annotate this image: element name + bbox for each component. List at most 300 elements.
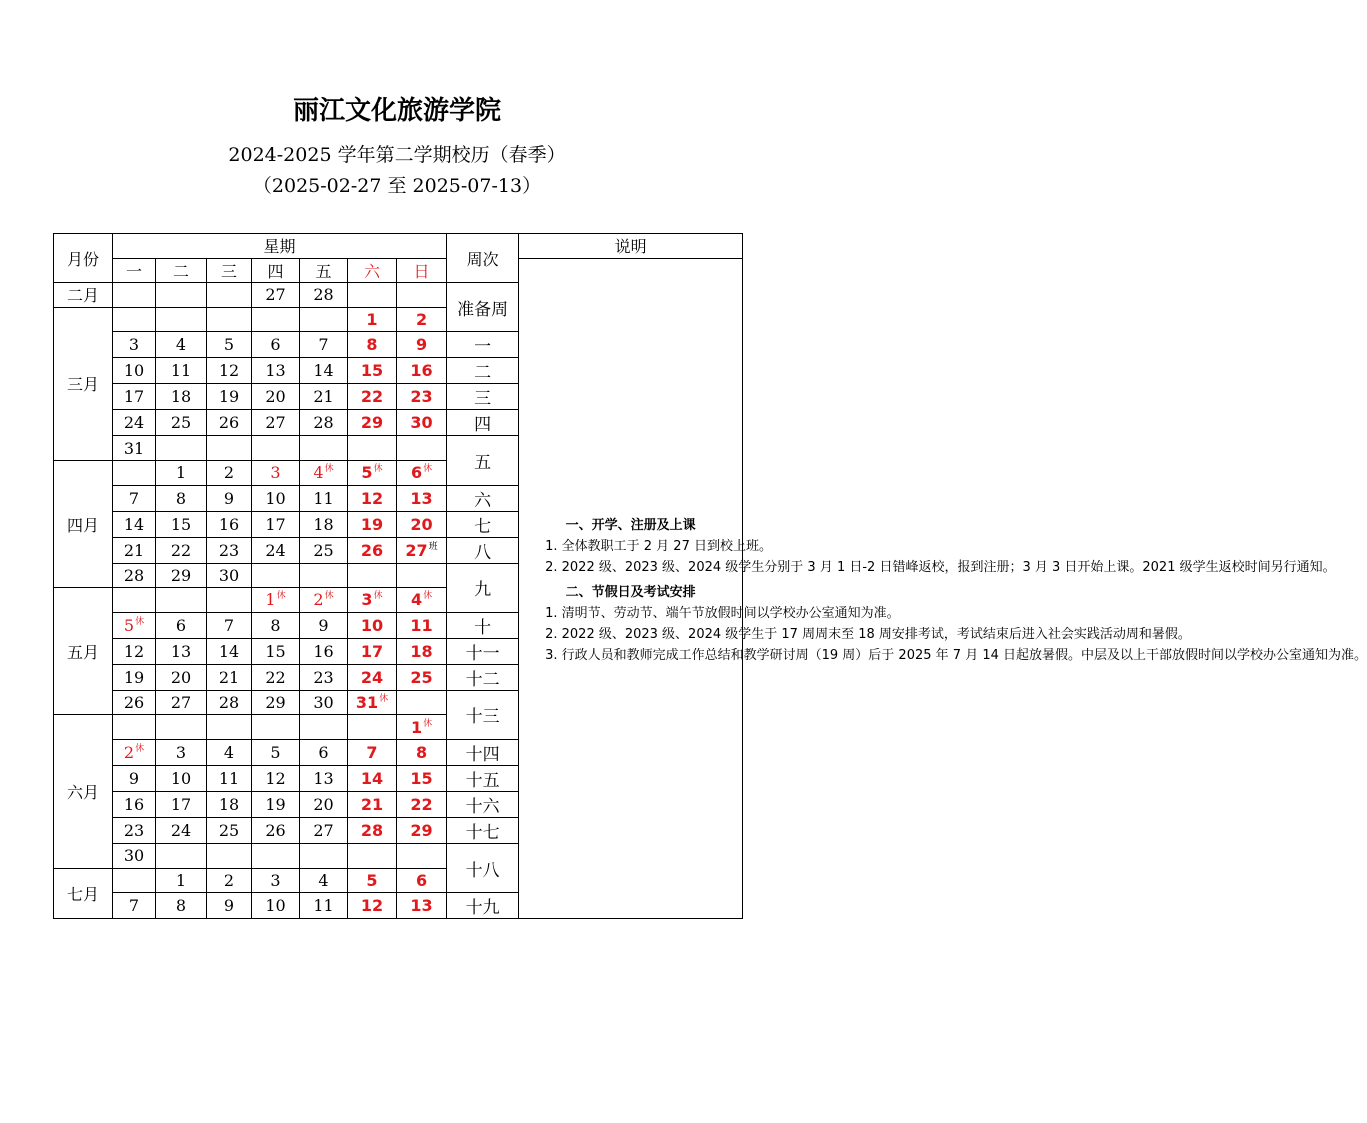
day-cell bbox=[252, 332, 300, 358]
day-cell bbox=[113, 638, 156, 664]
day-number: 4 bbox=[318, 870, 329, 890]
day-number: 26 bbox=[360, 540, 384, 560]
day-number: 14 bbox=[313, 361, 334, 381]
day-number: 24 bbox=[170, 820, 192, 840]
day-number: 25 bbox=[170, 413, 192, 433]
day-number: 30 bbox=[313, 693, 334, 713]
day-number: 25 bbox=[218, 820, 240, 840]
day-number: 9 bbox=[128, 768, 140, 788]
day-cell bbox=[397, 817, 447, 843]
weekday-fri: 五 bbox=[300, 258, 348, 283]
day-cell bbox=[252, 588, 300, 613]
week-label: 十八 bbox=[447, 843, 519, 892]
day-number: 19 bbox=[218, 387, 240, 407]
week-label: 六 bbox=[447, 485, 519, 511]
day-cell bbox=[348, 739, 397, 765]
day-number: 28 bbox=[313, 413, 334, 433]
day-cell bbox=[156, 307, 207, 332]
day-number: 24 bbox=[265, 540, 286, 560]
day-number: 15 bbox=[265, 641, 286, 661]
school-calendar-table bbox=[53, 233, 1367, 919]
day-cell bbox=[252, 638, 300, 664]
day-cell bbox=[207, 739, 252, 765]
day-number: 24 bbox=[123, 413, 145, 433]
day-cell bbox=[397, 384, 447, 410]
day-cell bbox=[207, 817, 252, 843]
week-label: 准备周 bbox=[447, 283, 519, 332]
day-cell bbox=[113, 410, 156, 436]
holiday-rest-tag: 休 bbox=[379, 694, 389, 705]
day-cell bbox=[207, 410, 252, 436]
day-number: 27 bbox=[265, 285, 286, 305]
day-cell bbox=[207, 664, 252, 690]
notes-paragraph: 2. 2022 级、2023 级、2024 级学生于 17 周周末至 18 周安排考试，考试结束后进入社会实践活动周和暑假。 bbox=[545, 626, 1191, 642]
day-cell bbox=[348, 563, 397, 588]
day-number: 7 bbox=[366, 742, 378, 762]
day-number: 12 bbox=[218, 361, 240, 381]
day-cell bbox=[207, 436, 252, 461]
day-number: 4 bbox=[410, 590, 423, 610]
day-cell bbox=[252, 893, 300, 919]
day-cell bbox=[207, 511, 252, 537]
day-number: 1 bbox=[410, 717, 423, 737]
day-cell bbox=[252, 511, 300, 537]
day-number: 1 bbox=[175, 870, 187, 890]
day-cell bbox=[300, 739, 348, 765]
day-cell bbox=[300, 332, 348, 358]
day-cell bbox=[397, 436, 447, 461]
day-cell bbox=[300, 537, 348, 563]
day-cell bbox=[397, 332, 447, 358]
day-number: 22 bbox=[265, 667, 286, 687]
day-number: 3 bbox=[128, 335, 140, 355]
day-cell bbox=[348, 715, 397, 740]
day-number: 28 bbox=[313, 285, 334, 305]
day-number: 19 bbox=[360, 514, 384, 534]
day-cell bbox=[252, 765, 300, 791]
day-cell bbox=[348, 410, 397, 436]
day-cell bbox=[113, 739, 156, 765]
week-label: 九 bbox=[447, 563, 519, 612]
day-cell bbox=[113, 893, 156, 919]
day-number: 2 bbox=[223, 870, 235, 890]
day-number: 6 bbox=[175, 615, 187, 635]
day-number: 30 bbox=[123, 846, 145, 866]
day-cell bbox=[207, 690, 252, 715]
day-cell bbox=[300, 791, 348, 817]
day-cell bbox=[252, 690, 300, 715]
day-cell bbox=[397, 612, 447, 638]
week-label: 一 bbox=[447, 332, 519, 358]
day-number: 13 bbox=[170, 641, 192, 661]
day-number: 4 bbox=[223, 742, 235, 762]
day-cell bbox=[207, 843, 252, 868]
day-number: 12 bbox=[265, 768, 286, 788]
day-number: 31 bbox=[123, 438, 145, 458]
day-number: 6 bbox=[318, 742, 329, 762]
day-cell bbox=[397, 307, 447, 332]
day-cell bbox=[113, 765, 156, 791]
day-cell bbox=[156, 384, 207, 410]
header-month: 月份 bbox=[54, 234, 113, 283]
day-cell bbox=[252, 612, 300, 638]
month-label: 七月 bbox=[54, 868, 113, 919]
day-cell bbox=[397, 868, 447, 893]
day-number: 3 bbox=[175, 742, 187, 762]
day-number: 18 bbox=[313, 514, 334, 534]
day-cell bbox=[156, 283, 207, 308]
day-cell bbox=[207, 893, 252, 919]
header-weekday: 星期 bbox=[113, 234, 447, 259]
day-number: 17 bbox=[360, 641, 384, 661]
day-cell bbox=[300, 638, 348, 664]
weekday-sun: 日 bbox=[397, 258, 447, 283]
day-number: 12 bbox=[123, 641, 145, 661]
day-number: 14 bbox=[123, 514, 145, 534]
notes-paragraph: 1. 全体教职工于 2 月 27 日到校上班。 bbox=[545, 538, 772, 554]
day-number: 29 bbox=[360, 413, 384, 433]
day-cell bbox=[113, 563, 156, 588]
day-number: 15 bbox=[170, 514, 192, 534]
day-cell bbox=[207, 537, 252, 563]
day-cell bbox=[156, 715, 207, 740]
day-number: 8 bbox=[270, 615, 281, 635]
day-cell bbox=[113, 537, 156, 563]
day-number: 22 bbox=[410, 794, 433, 814]
day-cell bbox=[156, 664, 207, 690]
day-number: 7 bbox=[223, 615, 235, 635]
day-cell bbox=[252, 485, 300, 511]
day-cell bbox=[156, 612, 207, 638]
day-number: 21 bbox=[360, 794, 384, 814]
day-number: 5 bbox=[366, 870, 378, 890]
week-label: 十 bbox=[447, 612, 519, 638]
holiday-rest-tag: 休 bbox=[373, 591, 383, 602]
day-cell bbox=[156, 791, 207, 817]
day-cell bbox=[348, 511, 397, 537]
day-number: 5 bbox=[223, 335, 235, 355]
day-number: 23 bbox=[410, 387, 433, 407]
day-cell bbox=[207, 715, 252, 740]
day-cell bbox=[207, 588, 252, 613]
day-cell bbox=[348, 460, 397, 485]
day-cell bbox=[300, 588, 348, 613]
day-cell bbox=[156, 332, 207, 358]
day-number: 10 bbox=[123, 361, 145, 381]
day-number: 3 bbox=[361, 590, 373, 610]
day-cell bbox=[113, 817, 156, 843]
month-label: 六月 bbox=[54, 715, 113, 868]
day-cell bbox=[300, 715, 348, 740]
day-cell bbox=[113, 690, 156, 715]
day-cell bbox=[397, 765, 447, 791]
day-number: 28 bbox=[123, 565, 145, 585]
day-number: 20 bbox=[410, 514, 433, 534]
day-number: 29 bbox=[170, 565, 192, 585]
day-number: 17 bbox=[170, 794, 192, 814]
week-label: 十五 bbox=[447, 765, 519, 791]
day-number: 19 bbox=[265, 794, 286, 814]
day-cell bbox=[348, 436, 397, 461]
month-label: 四月 bbox=[54, 460, 113, 587]
day-cell bbox=[300, 511, 348, 537]
day-number: 5 bbox=[123, 615, 135, 635]
day-number: 7 bbox=[128, 488, 140, 508]
day-number: 5 bbox=[361, 463, 373, 483]
day-cell bbox=[156, 843, 207, 868]
day-cell bbox=[300, 817, 348, 843]
week-label: 十一 bbox=[447, 638, 519, 664]
day-cell bbox=[397, 739, 447, 765]
day-cell bbox=[252, 460, 300, 485]
day-number: 6 bbox=[415, 870, 428, 890]
notes-section-title: 一、开学、注册及上课 bbox=[565, 517, 696, 533]
week-label: 十九 bbox=[447, 893, 519, 919]
day-cell bbox=[207, 563, 252, 588]
day-number: 2 bbox=[313, 590, 324, 610]
day-cell bbox=[207, 307, 252, 332]
day-cell bbox=[300, 485, 348, 511]
day-number: 14 bbox=[218, 641, 240, 661]
day-cell bbox=[300, 893, 348, 919]
day-cell bbox=[300, 664, 348, 690]
day-number: 2 bbox=[223, 463, 235, 483]
day-cell bbox=[113, 791, 156, 817]
day-number: 28 bbox=[360, 820, 384, 840]
day-number: 27 bbox=[265, 413, 286, 433]
day-number: 26 bbox=[123, 693, 145, 713]
day-cell bbox=[207, 791, 252, 817]
header-notes: 说明 bbox=[519, 234, 743, 259]
day-number: 23 bbox=[123, 820, 145, 840]
week-label: 八 bbox=[447, 537, 519, 563]
day-cell bbox=[156, 817, 207, 843]
day-number: 15 bbox=[360, 361, 384, 381]
day-number: 17 bbox=[265, 514, 286, 534]
day-cell bbox=[113, 332, 156, 358]
week-label: 十七 bbox=[447, 817, 519, 843]
day-cell bbox=[397, 537, 447, 563]
day-cell bbox=[207, 358, 252, 384]
day-cell bbox=[348, 868, 397, 893]
day-number: 16 bbox=[313, 641, 334, 661]
day-cell bbox=[252, 843, 300, 868]
day-cell bbox=[252, 358, 300, 384]
week-label: 十四 bbox=[447, 739, 519, 765]
week-label: 十六 bbox=[447, 791, 519, 817]
day-number: 14 bbox=[360, 768, 384, 788]
day-number: 1 bbox=[366, 310, 378, 330]
day-cell bbox=[348, 307, 397, 332]
day-cell bbox=[397, 563, 447, 588]
day-number: 18 bbox=[170, 387, 192, 407]
day-cell bbox=[348, 791, 397, 817]
day-number: 11 bbox=[313, 896, 334, 916]
day-number: 7 bbox=[318, 335, 329, 355]
day-number: 18 bbox=[218, 794, 240, 814]
day-number: 16 bbox=[123, 794, 145, 814]
day-number: 9 bbox=[223, 488, 235, 508]
day-cell bbox=[156, 588, 207, 613]
day-cell bbox=[397, 283, 447, 308]
day-cell bbox=[397, 893, 447, 919]
day-number: 13 bbox=[410, 488, 433, 508]
day-number: 7 bbox=[128, 896, 140, 916]
day-number: 8 bbox=[415, 742, 428, 762]
day-number: 17 bbox=[123, 387, 145, 407]
day-number: 27 bbox=[313, 820, 334, 840]
weekday-mon: 一 bbox=[113, 258, 156, 283]
day-number: 20 bbox=[265, 387, 286, 407]
day-cell bbox=[397, 588, 447, 613]
week-label: 五 bbox=[447, 436, 519, 485]
day-cell bbox=[397, 485, 447, 511]
day-number: 10 bbox=[170, 768, 192, 788]
day-cell bbox=[300, 384, 348, 410]
day-cell bbox=[207, 638, 252, 664]
holiday-rest-tag: 休 bbox=[423, 464, 433, 475]
weekday-sat: 六 bbox=[348, 258, 397, 283]
day-cell bbox=[348, 588, 397, 613]
day-cell bbox=[348, 817, 397, 843]
day-cell bbox=[252, 868, 300, 893]
day-cell bbox=[113, 283, 156, 308]
day-cell bbox=[300, 690, 348, 715]
day-cell bbox=[348, 485, 397, 511]
day-number: 1 bbox=[175, 463, 187, 483]
week-label: 七 bbox=[447, 511, 519, 537]
day-cell bbox=[252, 563, 300, 588]
month-label: 五月 bbox=[54, 588, 113, 715]
day-number: 20 bbox=[170, 667, 192, 687]
day-number: 25 bbox=[313, 540, 334, 560]
day-cell bbox=[252, 739, 300, 765]
day-cell bbox=[113, 588, 156, 613]
day-number: 27 bbox=[405, 540, 428, 560]
day-number: 26 bbox=[265, 820, 286, 840]
day-number: 9 bbox=[415, 335, 428, 355]
day-number: 19 bbox=[123, 667, 145, 687]
day-cell bbox=[156, 358, 207, 384]
day-number: 15 bbox=[410, 768, 433, 788]
day-cell bbox=[113, 384, 156, 410]
day-cell bbox=[397, 410, 447, 436]
day-cell bbox=[113, 307, 156, 332]
day-cell bbox=[348, 638, 397, 664]
holiday-rest-tag: 休 bbox=[135, 616, 145, 627]
day-cell bbox=[348, 612, 397, 638]
day-cell bbox=[397, 843, 447, 868]
day-number: 4 bbox=[175, 335, 187, 355]
day-cell bbox=[207, 332, 252, 358]
day-cell bbox=[252, 537, 300, 563]
day-cell bbox=[348, 283, 397, 308]
day-number: 6 bbox=[270, 335, 281, 355]
day-cell bbox=[348, 765, 397, 791]
day-cell bbox=[300, 765, 348, 791]
day-number: 11 bbox=[313, 488, 334, 508]
day-number: 29 bbox=[410, 820, 433, 840]
day-number: 25 bbox=[410, 667, 433, 687]
day-cell bbox=[207, 283, 252, 308]
makeup-workday-tag: 班 bbox=[428, 541, 438, 552]
date-range: （2025-02-27 至 2025-07-13） bbox=[252, 175, 542, 197]
day-number: 20 bbox=[313, 794, 334, 814]
day-cell bbox=[156, 485, 207, 511]
day-number: 16 bbox=[218, 514, 240, 534]
day-cell bbox=[300, 612, 348, 638]
day-number: 8 bbox=[366, 335, 378, 355]
day-number: 22 bbox=[360, 387, 384, 407]
day-cell bbox=[348, 843, 397, 868]
day-cell bbox=[300, 843, 348, 868]
day-cell bbox=[300, 436, 348, 461]
day-number: 22 bbox=[170, 540, 192, 560]
day-number: 8 bbox=[175, 488, 187, 508]
day-cell bbox=[300, 358, 348, 384]
day-number: 6 bbox=[410, 463, 423, 483]
day-number: 31 bbox=[355, 693, 379, 713]
day-number: 4 bbox=[313, 463, 324, 483]
day-cell bbox=[252, 715, 300, 740]
day-number: 3 bbox=[270, 870, 281, 890]
day-number: 11 bbox=[218, 768, 240, 788]
day-cell bbox=[207, 460, 252, 485]
day-cell bbox=[156, 511, 207, 537]
month-label: 二月 bbox=[54, 283, 113, 308]
holiday-rest-tag: 休 bbox=[423, 591, 433, 602]
holiday-rest-tag: 休 bbox=[324, 591, 334, 602]
day-cell bbox=[348, 893, 397, 919]
week-label: 二 bbox=[447, 358, 519, 384]
day-cell bbox=[300, 460, 348, 485]
day-number: 29 bbox=[265, 693, 286, 713]
holiday-rest-tag: 休 bbox=[423, 718, 433, 729]
day-number: 9 bbox=[223, 896, 235, 916]
day-cell bbox=[113, 868, 156, 893]
notes-paragraph: 2. 2022 级、2023 级、2024 级学生分别于 3 月 1 日-2 日错峰返校，报到注册；3 月 3 日开始上课。2021 级学生返校时间另行通知。 bbox=[545, 559, 1336, 575]
holiday-rest-tag: 休 bbox=[373, 464, 383, 475]
day-cell bbox=[113, 511, 156, 537]
day-cell bbox=[252, 283, 300, 308]
day-cell bbox=[207, 765, 252, 791]
day-number: 10 bbox=[265, 896, 286, 916]
day-number: 13 bbox=[410, 896, 433, 916]
day-cell bbox=[397, 358, 447, 384]
day-cell bbox=[113, 612, 156, 638]
day-cell bbox=[113, 715, 156, 740]
day-cell bbox=[300, 563, 348, 588]
day-cell bbox=[300, 410, 348, 436]
day-cell bbox=[252, 791, 300, 817]
day-cell bbox=[300, 307, 348, 332]
day-cell bbox=[348, 537, 397, 563]
day-cell bbox=[348, 690, 397, 715]
week-label: 三 bbox=[447, 384, 519, 410]
day-number: 8 bbox=[175, 896, 187, 916]
day-cell bbox=[113, 358, 156, 384]
day-cell bbox=[113, 436, 156, 461]
day-number: 10 bbox=[265, 488, 286, 508]
day-number: 12 bbox=[360, 896, 384, 916]
header-week: 周次 bbox=[447, 234, 519, 283]
day-number: 21 bbox=[218, 667, 240, 687]
day-cell bbox=[207, 485, 252, 511]
week-label: 十二 bbox=[447, 664, 519, 690]
day-cell bbox=[397, 664, 447, 690]
day-cell bbox=[156, 436, 207, 461]
holiday-rest-tag: 休 bbox=[276, 591, 286, 602]
